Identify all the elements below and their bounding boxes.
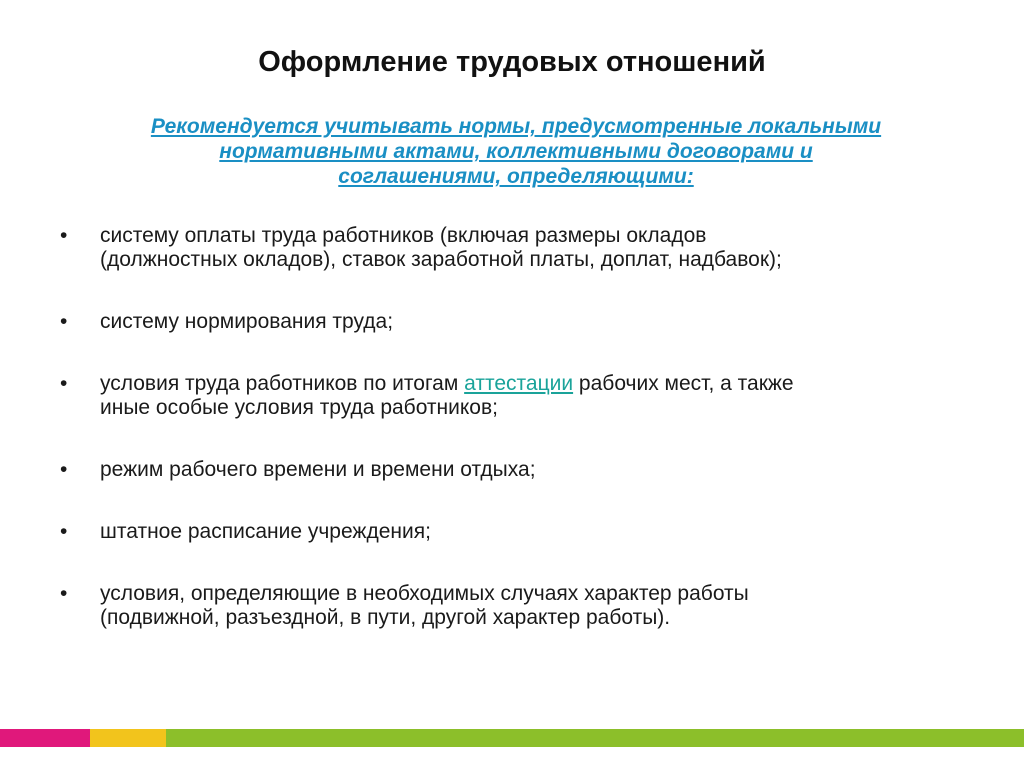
- footer-bar-magenta: [0, 729, 90, 747]
- bullet-icon: •: [60, 372, 68, 395]
- footer-bar-green: [166, 729, 1024, 747]
- intro-line-2: нормативными актами, коллективными договорами и: [219, 140, 813, 163]
- bullet-list: [60, 224, 980, 630]
- bullet-icon: •: [60, 458, 68, 481]
- slide-title: Оформление трудовых отношений: [258, 46, 766, 78]
- list-item-text: [100, 520, 431, 543]
- list-item: [60, 458, 980, 482]
- list-item-line: режим рабочего времени и времени отдыха;: [100, 458, 536, 481]
- footer-color-bar: [0, 729, 1024, 747]
- list-item-line: иные особые условия труда работников;: [100, 396, 498, 419]
- bullet-icon: •: [60, 310, 68, 333]
- list-item-line: систему нормирования труда;: [100, 310, 394, 333]
- list-item-line: условия, определяющие в необходимых случаях характер работы: [100, 582, 749, 605]
- list-item-text: [100, 582, 749, 629]
- list-item: [60, 520, 980, 544]
- intro-paragraph: [66, 114, 966, 189]
- list-item-line-after-link: рабочих мест, а также: [573, 372, 794, 395]
- list-item-text: [100, 224, 782, 271]
- list-item-line: (должностных окладов), ставок заработной платы, доплат, надбавок);: [100, 248, 782, 271]
- bullet-icon: •: [60, 224, 68, 247]
- list-item-line: системy оплаты труда работников (включая размеры окладов: [100, 224, 707, 247]
- list-item: [60, 310, 980, 334]
- footer-bar-yellow: [90, 729, 166, 747]
- intro-line-3: соглашениями, определяющими:: [338, 165, 694, 188]
- list-item-line-before-link: условия труда работников по итогам: [100, 372, 465, 395]
- bullet-icon: •: [60, 520, 68, 543]
- list-item-text: [100, 310, 393, 333]
- list-item: [60, 224, 980, 272]
- bullet-icon: •: [60, 582, 68, 605]
- list-item-text: [100, 372, 794, 419]
- list-item-line: (подвижной, разъездной, в пути, другой характер работы).: [100, 606, 671, 629]
- list-item-text: [100, 458, 536, 481]
- attestation-link[interactable]: аттестации: [464, 372, 574, 395]
- intro-line-1: Рекомендуется учитывать нормы, предусмотренные локальными: [150, 115, 882, 138]
- list-item-line: штатное расписание учреждения;: [100, 520, 431, 543]
- list-item: [60, 372, 980, 420]
- list-item: [60, 582, 980, 630]
